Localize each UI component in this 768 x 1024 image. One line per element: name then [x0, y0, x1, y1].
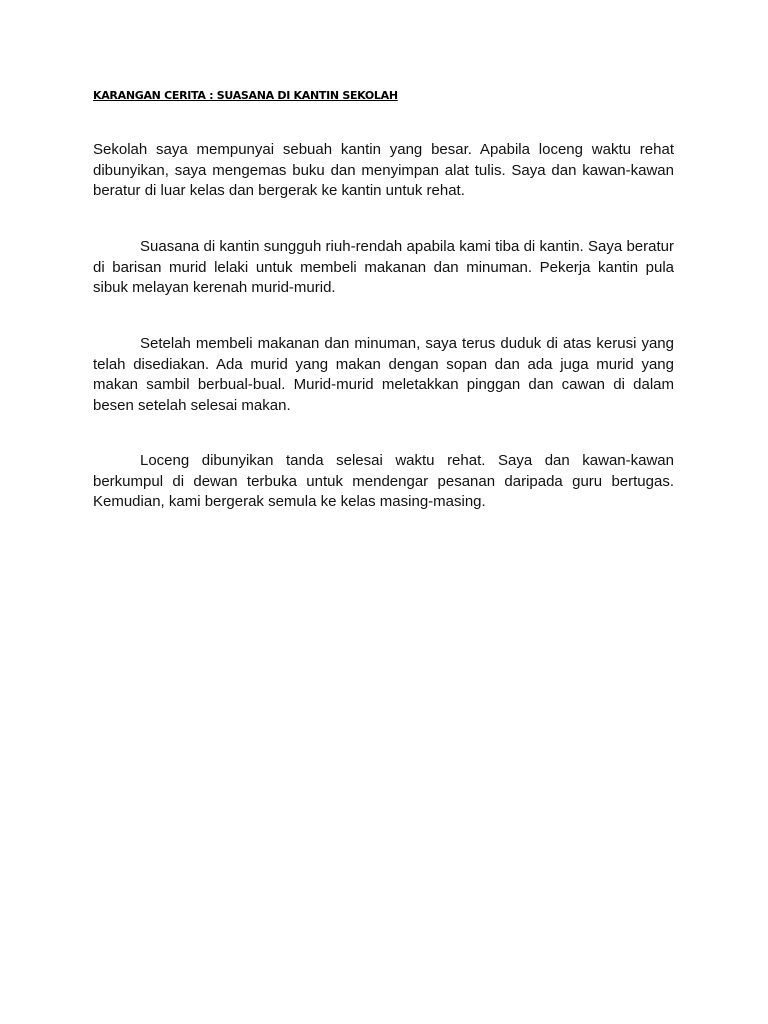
paragraph-3: Setelah membeli makanan dan minuman, saya terus duduk di atas kerusi yang telah disediakan. Ada murid yang makan dengan sopan dan ada juga murid yang makan sambil berbual-bual. Murid-murid meletakkan pinggan dan cawan di dalam besen setelah selesai makan.: [93, 335, 674, 414]
paragraph-1: Sekolah saya mempunyai sebuah kantin yang besar. Apabila loceng waktu rehat dibunyikan, saya mengemas buku dan menyimpan alat tulis. Saya dan kawan-kawan beratur di luar kelas dan bergerak ke kantin untuk rehat.: [93, 141, 674, 199]
document-title: KARANGAN CERITA : SUASANA DI KANTIN SEKOLAH: [93, 89, 398, 102]
paragraph-4: Loceng dibunyikan tanda selesai waktu rehat. Saya dan kawan-kawan berkumpul di dewan terbuka untuk mendengar pesanan daripada guru bertugas. Kemudian, kami bergerak semula ke kelas masing-masing.: [93, 452, 674, 510]
paragraph-2: Suasana di kantin sungguh riuh-rendah apabila kami tiba di kantin. Saya beratur di barisan murid lelaki untuk membeli makanan dan minuman. Pekerja kantin pula sibuk melayan kerenah murid-murid.: [93, 238, 674, 296]
